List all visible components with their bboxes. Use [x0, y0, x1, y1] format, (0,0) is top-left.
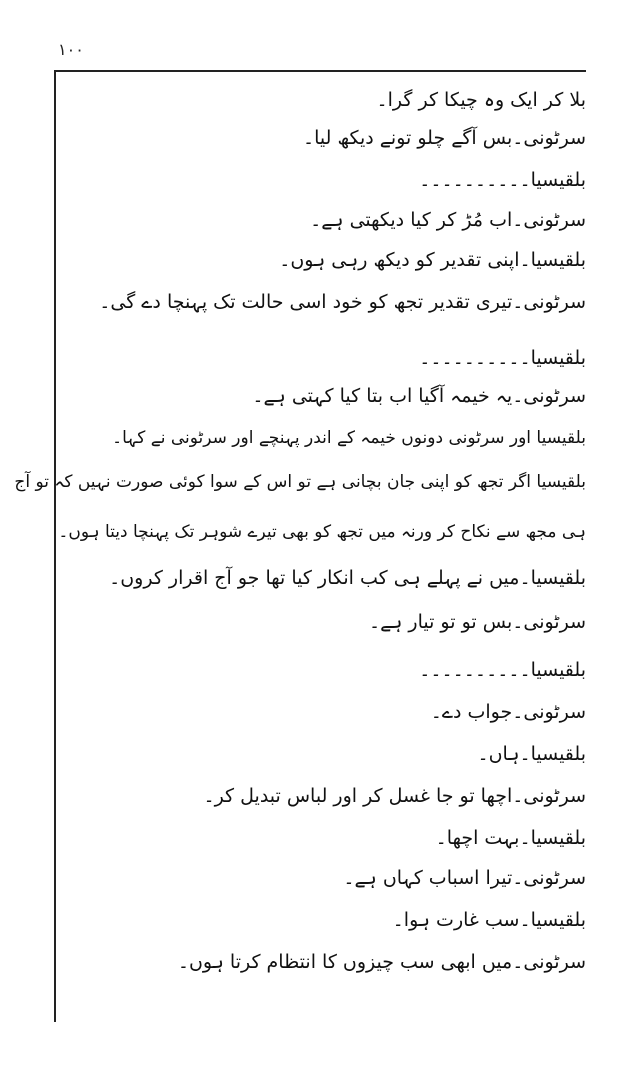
text-line-6: سرٹونی۔تیری تقدیر تجھ کو خود اسی حالت تک پہنچا دے گی۔: [99, 291, 586, 313]
page-number: ۱۰۰: [58, 40, 84, 59]
text-line-8: سرٹونی۔یہ خیمہ آگیا اب بتا کیا کہتی ہے۔: [252, 385, 586, 407]
text-line-11: ہی مجھ سے نکاح کر ورنہ میں تجھ کو بھی تیرے شوہر تک پہنچا دیتا ہوں۔: [58, 522, 586, 542]
text-line-16: بلقیسیا۔ہاں۔: [477, 743, 586, 765]
text-line-19: سرٹونی۔تیرا اسباب کہاں ہے۔: [343, 867, 586, 889]
text-line-9: بلقیسیا اور سرٹونی دونوں خیمہ کے اندر پہنچے اور سرٹونی نے کہا۔: [112, 428, 586, 448]
text-line-21: سرٹونی۔میں ابھی سب چیزوں کا انتظام کرتا ہوں۔: [177, 951, 586, 973]
text-line-18: بلقیسیا۔بہت اچھا۔: [435, 827, 586, 849]
text-line-7: بلقیسیا۔۔۔۔۔۔۔۔۔۔: [419, 347, 586, 369]
text-line-14: بلقیسیا۔۔۔۔۔۔۔۔۔۔: [419, 659, 586, 681]
text-line-15: سرٹونی۔جواب دے۔: [430, 701, 586, 723]
text-line-5: بلقیسیا۔اپنی تقدیر کو دیکھ رہی ہوں۔: [279, 249, 586, 271]
text-line-12: بلقیسیا۔میں نے پہلے ہی کب انکار کیا تھا جو آج اقرار کروں۔: [109, 567, 586, 589]
text-line-1: بلا کر ایک وہ چیکا کر گرا۔: [376, 89, 586, 111]
text-line-20: بلقیسیا۔سب غارت ہوا۔: [392, 909, 586, 931]
text-line-10: بلقیسیا اگر تجھ کو اپنی جان بچانی ہے تو اس کے سوا کوئی صورت نہیں کہ تو آج: [14, 472, 586, 492]
text-line-4: سرٹونی۔اب مُڑ کر کیا دیکھتی ہے۔: [310, 209, 586, 231]
text-line-17: سرٹونی۔اچھا تو جا غسل کر اور لباس تبدیل کر۔: [203, 785, 586, 807]
text-line-3: بلقیسیا۔۔۔۔۔۔۔۔۔۔: [419, 169, 586, 191]
text-line-2: سرٹونی۔بس آگے چلو تونے دیکھ لیا۔: [303, 127, 586, 149]
text-line-13: سرٹونی۔بس تو تو تیار ہے۔: [368, 611, 586, 633]
